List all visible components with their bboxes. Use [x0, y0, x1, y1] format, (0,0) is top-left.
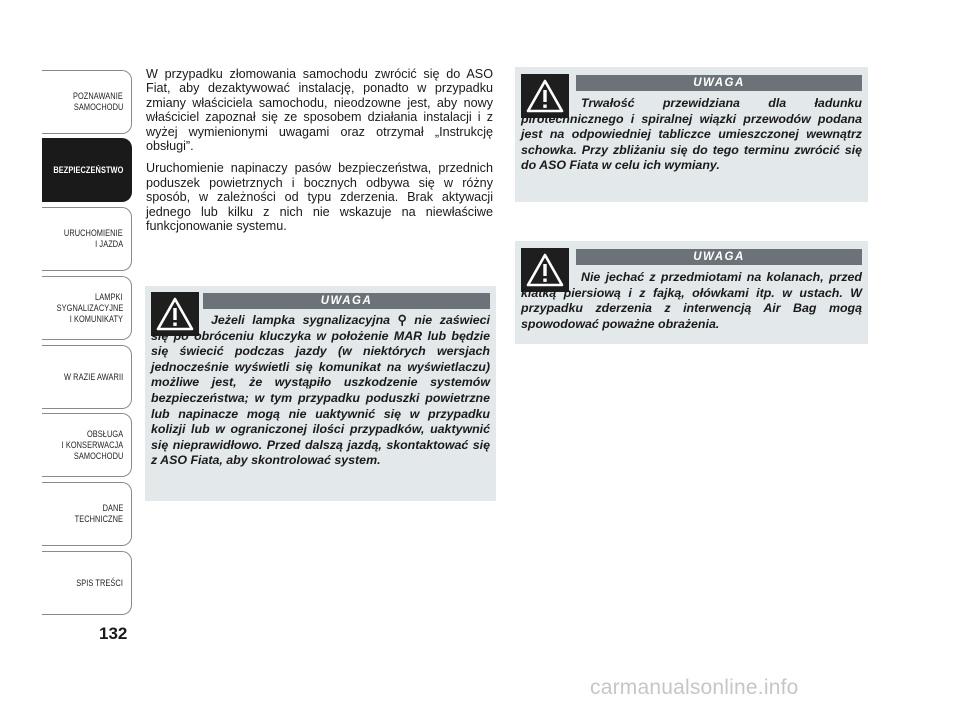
tab-label-line: OBSŁUGA [86, 428, 123, 439]
tab-label-line: LAMPKI [95, 291, 123, 302]
tab-label-line: BEZPIECZEŃSTWO [52, 164, 123, 175]
tab-bezpieczenstwo[interactable] [42, 138, 132, 202]
tab-label-line: I KONSERWACJA [61, 439, 123, 450]
page-number: 132 [99, 624, 128, 643]
warning-title-bar: UWAGA [576, 249, 862, 265]
tab-lampki-sygnalizacyjne[interactable] [42, 276, 132, 340]
tab-label-line: SAMOCHODU [73, 450, 123, 461]
tab-label-line: DANE [102, 503, 123, 513]
tab-w-razie-awarii[interactable] [42, 345, 132, 409]
warning-text-body: Nie jechać z przedmiotami na kolanach, przed klatką piersiową i z fajką, ołówkami itp. w ustach. W przypadku zderzenia z interwencją Air Bag mogą spowodować poważne obrażenia. [521, 270, 862, 331]
tab-label-line: W RAZIE AWARII [63, 371, 123, 382]
tab-label-line: SPIS TREŚCI [76, 577, 123, 588]
warning-text [151, 313, 490, 469]
warning-text-rest: nie zaświeci się po obróceniu kluczyka w położenie MAR lub będzie się świecić podczas jazdy (w niektórych wersjach jednocześnie wyświetli się komunikat na wyświetlaczu) możliwe jest, że wystąpiło uszkodzenie systemów bezpieczeństwa; w tym przypadku poduszki powietrzne lub napinacze mogą nie uaktywnić się w przypadku kolizji lub w ograniczonej ilości przypadków, uaktywnić się nieprawidłowo. Przed dalszą jazdą, skontaktować się z ASO Fiata, aby skontrolować system. [151, 313, 490, 468]
body-text [146, 67, 493, 241]
warning-text [521, 96, 862, 174]
tab-label-line: I KOMUNIKATY [69, 313, 123, 324]
tab-label-line: I JAZDA [94, 239, 123, 249]
tab-label-line: TECHNICZNE [74, 514, 123, 524]
tab-label-line: SAMOCHODU [73, 102, 123, 112]
body-paragraph: W przypadku złomowania samochodu zwrócić się do ASO Fiat, aby dezaktywować instalację, ponadto w przypadku zmiany właściciela samochodu, nieodzowne jest, aby nowy właściciel zapoznał się ze sposobem działania instalacji i z wyżej wymienionymi uwagami oraz otrzymał „Instrukcję obsługi”. [146, 67, 493, 154]
watermark: carmanualsonline.info [590, 676, 799, 699]
warning-text-body: Trwałość przewidziana dla ładunku pirotechnicznego i spiralnej wiązki przewodów podana jest na odpowiedniej tabliczce umieszczonej wewnątrz schowka. Przy zbliżaniu się do tego terminu zwrócić się do ASO Fiata w celu ich wymiany. [521, 96, 862, 173]
warning-title-bar: UWAGA [576, 75, 862, 91]
warning-box-airbag-lamp [145, 286, 496, 501]
airbag-lamp-icon: ⚲ [397, 313, 407, 327]
tab-label-line: SYGNALIZACYJNE [56, 302, 123, 313]
warning-text [521, 270, 862, 332]
warning-text-start: Jeżeli lampka sygnalizacyjna [211, 313, 391, 327]
warning-title-bar: UWAGA [203, 293, 490, 309]
tab-label-line: URUCHOMIENIE [64, 228, 123, 238]
tab-obsluga-i-konserwacja[interactable] [42, 413, 132, 477]
tab-spis-tresci[interactable] [42, 551, 132, 615]
body-paragraph: Uruchomienie napinaczy pasów bezpieczeństwa, przednich poduszek powietrznych i bocznych odbywa się w różny sposób, w zależności od typu zderzenia. Brak aktywacji jednego lub kilku z nich nie wskazuje na niewłaściwe funkcjonowanie systemu. [146, 161, 493, 234]
tab-poznawanie-samochodu[interactable] [42, 70, 132, 134]
tab-label-line: POZNAWANIE [73, 91, 123, 101]
tab-dane-techniczne[interactable] [42, 482, 132, 546]
warning-box-objects [515, 241, 868, 344]
warning-box-pyrotechnic [515, 67, 868, 202]
tab-uruchomienie-i-jazda[interactable] [42, 207, 132, 271]
